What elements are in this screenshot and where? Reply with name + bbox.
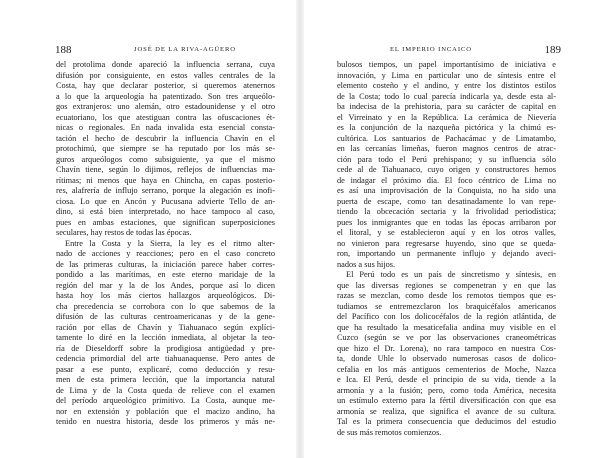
text-line: que ha resultado la mesaticefalia andina muy visible en el <box>337 322 556 332</box>
text-line: el litoral, y se establecieron aquí y en los otros valles, <box>337 228 556 237</box>
text-line: del protolima donde apareció la influencia serrana, cuya <box>56 60 275 69</box>
right-page-body <box>337 60 556 438</box>
text-line: nicas o regionales. En nada invalida esta esencial consta- <box>56 123 275 132</box>
right-page-number: 189 <box>544 44 561 56</box>
text-line: nor en extensión y población que el macizo andino, ha <box>56 406 275 416</box>
text-line: ta, donde Uhle lo observado numerosas casos de dolico- <box>337 354 556 363</box>
right-page <box>300 0 600 458</box>
text-line: a lo que la arqueología ha patentizado. Son tres arqueólo- <box>56 91 275 101</box>
text-line: rítimas; ni menos que haya en Chincha, en capas posterio- <box>56 175 275 185</box>
text-line: de sus más remotos comienzos. <box>337 427 442 437</box>
text-line: difusión por consiguiente, en estos valles centrales de la <box>56 70 275 80</box>
left-page-header <box>55 44 277 58</box>
text-line: Cuzco (según se ve por las observaciones craneométricas <box>337 333 556 342</box>
text-line: tenido en nuestra historia, desde los primeros y más ne- <box>56 417 275 426</box>
text-line: pues en ambas estaciones, que significan superposiciones <box>56 217 275 227</box>
text-line: tiendo la obcecación sectaria y la frivolidad periodística; <box>337 207 556 216</box>
text-line: que hizo el Dr. Lorena), no rara tampoco en nuestra Cos- <box>337 343 556 353</box>
text-line: nados a sus hijos. <box>337 259 396 269</box>
text-line: es la conjunción de la nazqueña pictórica y la chimú es- <box>337 123 556 132</box>
text-line: dino, si está bien interpretado, no hace tampoco al caso, <box>56 207 275 216</box>
text-line: razas se mezclan, como desde los remotos tiempos que es- <box>337 291 556 300</box>
left-page-body <box>56 60 275 428</box>
text-line: tación el hecho de descubrir la influencia Chavín en el <box>56 133 275 143</box>
text-line: cedencia primordial del arte tiahuanaquense. Pero antes de <box>56 354 275 363</box>
text-line: ecuatoriano, los que atestiguan contra las ofuscaciones ét- <box>56 112 275 122</box>
text-line: El Perú todo es un país de sincretismo y síntesis, en <box>346 270 556 279</box>
text-line: es así una improvisación de la Conquista, no ha sido una <box>337 186 556 195</box>
text-line: cede al de Tiahuanaco, cuyo origen y constructores hemos <box>337 165 556 174</box>
left-page-number: 188 <box>55 44 72 56</box>
text-line: de las primeras culturas, la iniciación parece haber corres- <box>56 259 275 269</box>
text-line: bulosos tiempos, un papel importantísimo de iniciativa e <box>337 60 556 69</box>
text-line: protochimú, que siempre se ha reputado por los más se- <box>56 144 275 153</box>
text-line: ciosa. Lo que en Ancón y Pucusana advierte Tello de an- <box>56 196 275 206</box>
text-line: armonía y a la fusión; pero, como toda América, necesita <box>337 385 556 395</box>
text-line: guros arqueólogos como subsiguiente, ya que el mismo <box>56 154 275 164</box>
text-line: res, alafrería de influjo serrano, porque la alegación es inofi- <box>56 186 275 195</box>
text-line: Chavín tiene, según lo dijimos, reflejos de influencias ma- <box>56 165 275 174</box>
text-line: cultórica. Los santuarios de Pachacámac y de Limatambo, <box>337 133 556 143</box>
text-line: no vinieron para regresarse huyendo, sino que se queda- <box>337 238 556 248</box>
text-line: cha precedencia se corrobora con lo que sabemos de la <box>56 301 275 311</box>
text-line: ron, importando un permanente influjo y dejando aveci- <box>337 249 556 258</box>
text-line: Entre la Costa y la Sierra, la ley es el ritmo alter- <box>65 238 275 248</box>
text-line: en las cercanías limeñas, fueron magnos centros de atrac- <box>337 144 556 153</box>
text-line: pues los inmigrantes que en todas las épocas arribaron por <box>337 217 556 227</box>
text-line: del Pacífico con los dolicocéfalos de la región atlántida, de <box>337 312 556 321</box>
text-line: un estímulo externo para la fértil diversificación con que esa <box>337 396 556 405</box>
text-line: pondido a las marítimas, en este eterno maridaje de la <box>56 270 275 279</box>
text-line: ría de Dieseldorff sobre la prodigiosa antigüedad y pre- <box>56 343 275 353</box>
text-line: cefalia en los más antiguos cementerios de Moche, Nazca <box>337 364 556 374</box>
left-running-head: JOSÉ DE LA RIVA-AGÜERO <box>134 46 236 53</box>
text-line: Tal es la primera consecuencia que deducimos del estudio <box>337 417 556 426</box>
text-line: el Virreinato y en la República. La cerámica de Nievería <box>337 112 556 122</box>
text-line: puerta de escape, como tan desatinadamente lo van repe- <box>337 196 556 206</box>
text-line: de la Costa; todo lo cual parecía indicarla ya, desde esta al- <box>337 91 556 101</box>
right-running-head: EL IMPERIO INCAICO <box>390 46 472 53</box>
text-line: men de esta primera lección, que la importancia natural <box>56 375 275 384</box>
right-page-header <box>336 44 561 58</box>
text-line: armonía se realiza, que significa el avance de su cultura. <box>337 406 556 416</box>
text-line: difusión de las culturas centroamericanas y de la gene- <box>56 312 275 321</box>
text-line: de Lima y de la Costa queda de relieve con el examen <box>56 385 275 395</box>
text-line: región del mar y la de los Andes, porque así lo dicen <box>56 280 275 290</box>
text-line: de indagar el próximo día. El foco céntrico de Lima no <box>337 175 556 185</box>
text-line: tamente lo diré en la lección inmediata, al objetar la teo- <box>56 333 275 342</box>
text-line: ración por ellas de Chavín y Tiahuanaco según explíci- <box>56 322 275 332</box>
text-line: e Ica. El Perú, desde el principio de su vida, tiende a la <box>337 375 556 384</box>
text-line: tudiamos se entremezclaron los braquicéfalos americanos <box>337 301 556 311</box>
text-line: ción para todo el Perú prehispano; y su influencia sólo <box>337 154 556 164</box>
text-line: Costa, hay que declarar posterior, si queremos atenernos <box>56 81 275 90</box>
text-line: innovación, y Lima en particular uno de síntesis entre el <box>337 70 556 80</box>
text-line: elemento costeño y el andino, y entre los distintos estilos <box>337 81 556 90</box>
text-line: hasta hoy los más ciertos hallazgos arqueológicos. Di- <box>56 291 275 300</box>
text-line: gos extranjeros: uno alemán, otro estadounidense y el otro <box>56 102 275 111</box>
text-line: seculares, hay restos de todas las épocas. <box>56 228 192 237</box>
text-line: que las diversas regiones se compenetran y en que las <box>337 280 556 290</box>
text-line: pasar a ese punto, explicaré, como deducción y resu- <box>56 364 275 374</box>
text-line: nado de acciones y reacciones; pero en el caso concreto <box>56 249 275 258</box>
text-line: del período arqueológico primitivo. La Costa, aunque me- <box>56 396 275 405</box>
text-line: ba indecisa de la prehistoria, para su carácter de capital en <box>337 102 556 111</box>
